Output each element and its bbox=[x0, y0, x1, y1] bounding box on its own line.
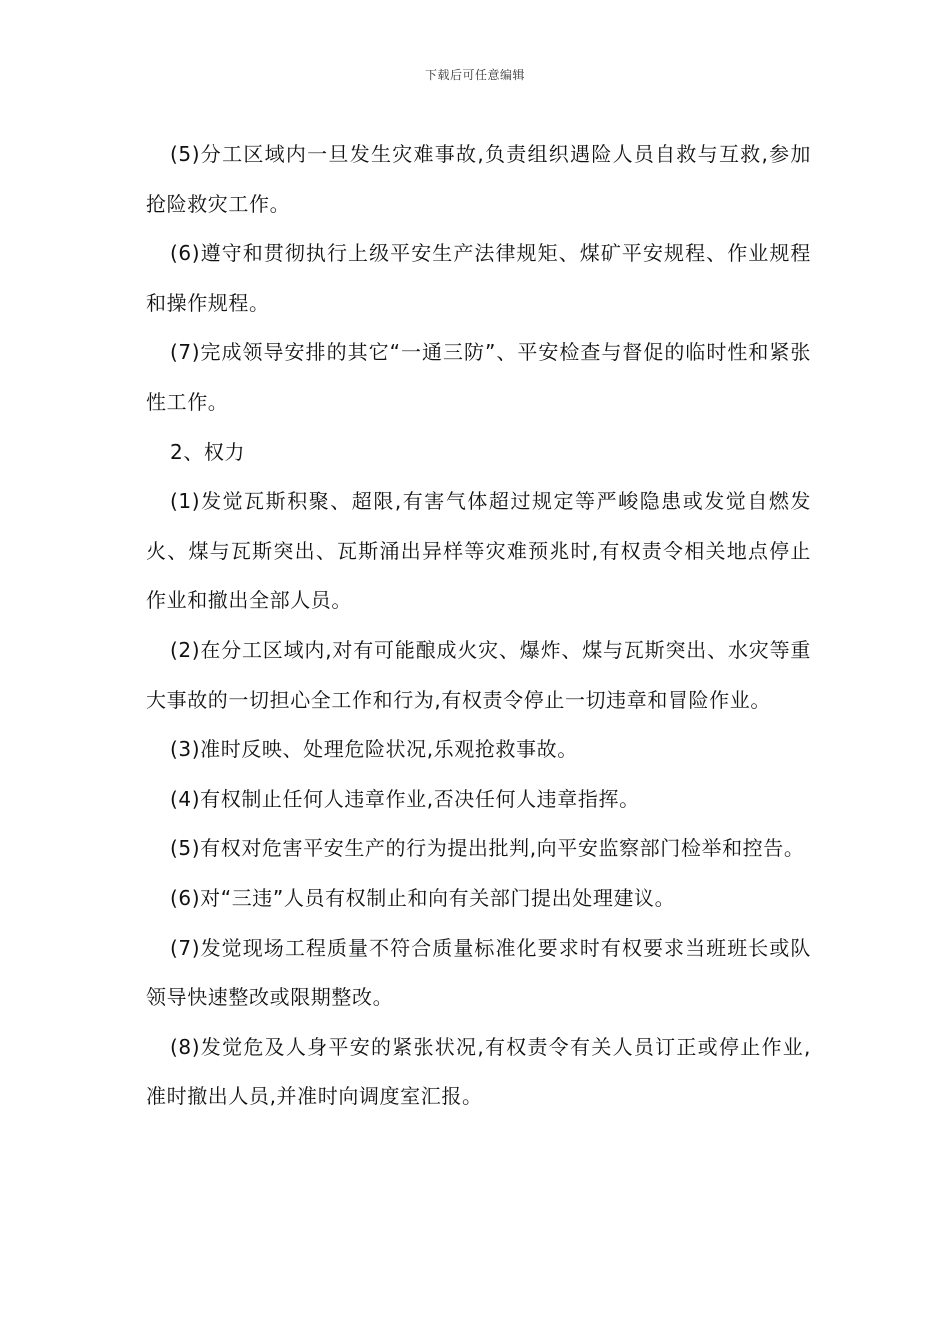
section-heading-rights: 2、权力 bbox=[170, 439, 246, 464]
paragraph-right-1: (1)发觉瓦斯积聚、超限,有害气体超过规定等严峻隐患或发觉自燃发火、煤与瓦斯突出、瓦斯涌出异样等灾难预兆时,有权责令相关地点停止作业和撤出全部人员。 bbox=[146, 489, 811, 613]
paragraph-duty-7: (7)完成领导安排的其它“一通三防”、平安检查与督促的临时性和紧张性工作。 bbox=[146, 340, 811, 414]
paragraph-right-4: (4)有权制止任何人违章作业,否决任何人违章指挥。 bbox=[170, 786, 640, 811]
paragraph-right-7: (7)发觉现场工程质量不符合质量标准化要求时有权要求当班班长或队领导快速整改或限期整改。 bbox=[146, 935, 811, 1010]
paragraph-duty-6: (6)遵守和贯彻执行上级平安生产法律规矩、煤矿平安规程、作业规程和操作规程。 bbox=[146, 241, 811, 315]
paragraph-right-6: (6)对“三违”人员有权制止和向有关部门提出处理建议。 bbox=[170, 885, 676, 910]
paragraph-right-8: (8)发觉危及人身平安的紧张状况,有权责令有关人员订正或停止作业,准时撤出人员,并准时向调度室汇报。 bbox=[146, 1034, 811, 1109]
paragraph-duty-5: (5)分工区域内一旦发生灾难事故,负责组织遇险人员自救与互救,参加抢险救灾工作。 bbox=[146, 142, 811, 216]
page-header: 下载后可任意编辑 bbox=[424, 68, 525, 82]
paragraph-right-2: (2)在分工区域内,对有可能酿成火灾、爆炸、煤与瓦斯突出、水灾等重大事故的一切担心全工作和行为,有权责令停止一切违章和冒险作业。 bbox=[146, 637, 811, 712]
paragraph-right-5: (5)有权对危害平安生产的行为提出批判,向平安监察部门检举和控告。 bbox=[170, 836, 805, 861]
document-body bbox=[146, 130, 811, 1122]
paragraph-right-3: (3)准时反映、处理危险状况,乐观抢救事故。 bbox=[170, 737, 578, 762]
